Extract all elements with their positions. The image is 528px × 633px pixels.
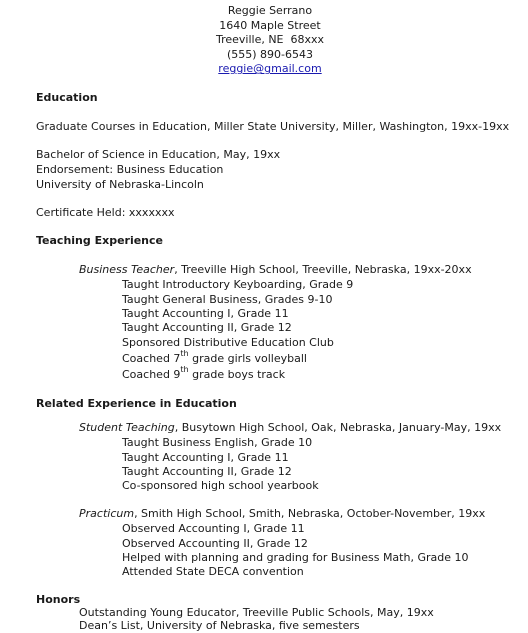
honor-item: Dean’s List, University of Nebraska, five semesters: [79, 619, 360, 632]
contact-header: [0, 4, 528, 77]
practicum-duty: Observed Accounting II, Grade 12: [122, 537, 308, 550]
teaching-heading: Teaching Experience: [36, 234, 163, 247]
position-details: , Treeville High School, Treeville, Nebraska, 19xx-20xx: [174, 263, 472, 276]
graduate-courses: Graduate Courses in Education, Miller State University, Miller, Washington, 19xx-19xx: [36, 120, 510, 133]
endorsement: Endorsement: Business Education: [36, 163, 224, 176]
university: University of Nebraska-Lincoln: [36, 178, 204, 191]
email-link[interactable]: reggie@gmail.com: [218, 62, 322, 76]
coaching-text: grade boys track: [188, 368, 286, 381]
position-details: , Smith High School, Smith, Nebraska, October-November, 19xx: [134, 507, 486, 520]
coaching-text: Coached 9: [122, 368, 181, 381]
street-address: 1640 Maple Street: [219, 18, 321, 32]
honors-heading: Honors: [36, 593, 81, 606]
coaching-volleyball: [122, 349, 307, 366]
teaching-duty: Sponsored Distributive Education Club: [122, 336, 334, 349]
degree: Bachelor of Science in Education, May, 19xx: [36, 148, 281, 161]
student-teaching-duty: Taught Business English, Grade 10: [122, 436, 313, 449]
phone-number: (555) 890-6543: [226, 47, 314, 61]
teaching-duty: Taught Introductory Keyboarding, Grade 9: [122, 278, 354, 291]
position-details: , Busytown High School, Oak, Nebraska, January-May, 19xx: [174, 421, 502, 434]
teaching-position: [79, 263, 472, 277]
teaching-duty: Taught Accounting I, Grade 11: [122, 307, 289, 320]
certificate: Certificate Held: xxxxxxx: [36, 206, 175, 219]
coaching-text: Coached 7: [122, 352, 181, 365]
teaching-duty: Taught General Business, Grades 9-10: [122, 293, 333, 306]
practicum-duty: Helped with planning and grading for Business Math, Grade 10: [122, 551, 469, 564]
city-state-zip: Treeville, NE 68xxx: [215, 33, 325, 47]
student-teaching-position: [79, 421, 501, 435]
position-title: Business Teacher: [79, 263, 175, 276]
practicum-duty: Observed Accounting I, Grade 11: [122, 522, 305, 535]
ordinal-suffix: th: [180, 349, 189, 358]
practicum-position: [79, 507, 485, 521]
applicant-name: Reggie Serrano: [227, 4, 313, 17]
student-teaching-duty: Co-sponsored high school yearbook: [122, 479, 319, 492]
coaching-text: grade girls volleyball: [188, 352, 307, 365]
position-title: Student Teaching: [79, 421, 175, 434]
student-teaching-duty: Taught Accounting I, Grade 11: [122, 451, 289, 464]
ordinal-suffix: th: [180, 365, 189, 374]
teaching-duty: Taught Accounting II, Grade 12: [122, 321, 292, 334]
practicum-duty: Attended State DECA convention: [122, 565, 304, 578]
honor-item: Outstanding Young Educator, Treeville Public Schools, May, 19xx: [79, 606, 434, 619]
education-heading: Education: [36, 91, 98, 104]
coaching-track: [122, 365, 286, 382]
student-teaching-duty: Taught Accounting II, Grade 12: [122, 465, 292, 478]
related-heading: Related Experience in Education: [36, 397, 237, 410]
position-title: Practicum: [79, 507, 135, 520]
